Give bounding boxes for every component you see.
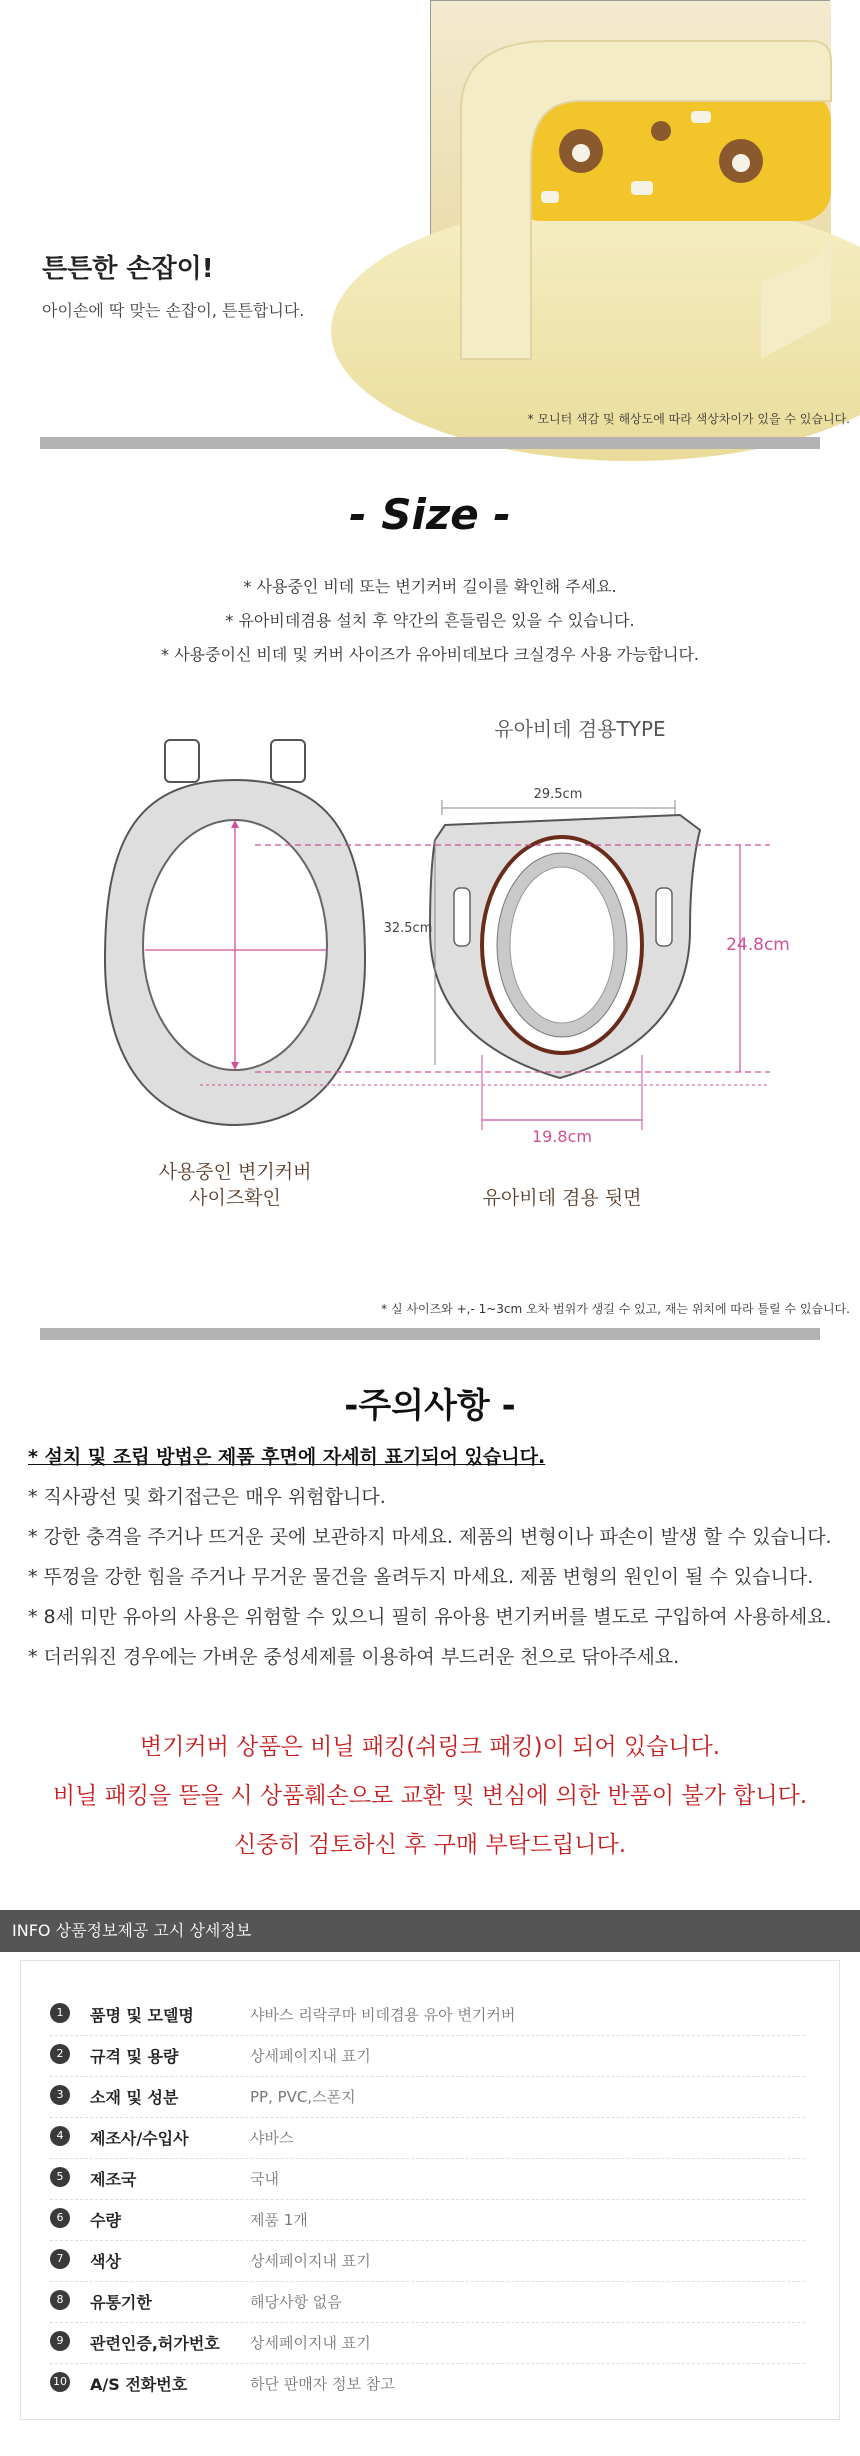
size-error-note: * 실 사이즈와 +,- 1~3cm 오차 범위가 생길 수 있고, 재는 위치에 따라 틀릴 수 있습니다. <box>381 1302 850 1316</box>
size-line: * 유아비데겸용 설치 후 약간의 흔들림은 있을 수 있습니다. <box>225 611 635 630</box>
caution-item: * 직사광선 및 화기접근은 매우 위험합니다. <box>28 1486 386 1508</box>
caution-item: * 설치 및 조립 방법은 제품 후면에 자세히 표기되어 있습니다. <box>28 1446 546 1468</box>
info-value: 상세페이지내 표기 <box>250 2047 371 2065</box>
product-photo-handle <box>430 0 830 358</box>
type-label: 유아비데 겸용TYPE <box>494 717 666 741</box>
info-label: 제조국 <box>90 2170 137 2189</box>
packing-notice: 신중히 검토하신 후 구매 부탁드립니다. <box>233 1832 627 1858</box>
color-note: * 모니터 색감 및 해상도에 따라 색상차이가 있을 수 있습니다. <box>527 412 850 426</box>
info-label: 제조사/수입사 <box>90 2129 189 2148</box>
row-number-badge: 9 <box>50 2331 70 2351</box>
info-row <box>50 2323 805 2364</box>
size-title: - Size - <box>349 490 511 539</box>
inner-width-label: 19.8cm <box>531 1127 593 1146</box>
info-value: PP, PVC,스폰지 <box>250 2088 356 2106</box>
info-label: 소재 및 성분 <box>90 2088 179 2107</box>
info-row <box>50 2118 805 2159</box>
row-number-badge: 10 <box>50 2372 70 2392</box>
row-number-badge: 3 <box>50 2085 70 2105</box>
info-row <box>50 2282 805 2323</box>
info-label: 색상 <box>90 2252 121 2271</box>
info-label: 수량 <box>90 2211 121 2230</box>
info-row <box>50 2077 805 2118</box>
info-row <box>50 2159 805 2200</box>
info-value: 상세페이지내 표기 <box>250 2334 371 2352</box>
packing-notice: 변기커버 상품은 비닐 패킹(쉬링크 패킹)이 되어 있습니다. <box>139 1734 721 1760</box>
info-label: 관련인증,허가번호 <box>90 2334 220 2353</box>
height-left-label: 32.5cm <box>383 921 433 936</box>
info-header: INFO 상품정보제공 고시 상세정보 <box>0 1910 860 1952</box>
info-label: 품명 및 모델명 <box>90 2006 194 2025</box>
caution-item: * 뚜껑을 강한 힘을 주거나 무거운 물건을 올려두지 마세요. 제품 변형의 원인이 될 수 있습니다. <box>28 1566 814 1588</box>
height-right-label: 24.8cm <box>726 935 790 955</box>
info-value: 해당사항 없음 <box>250 2293 342 2311</box>
size-line: * 사용중이신 비데 및 커버 사이즈가 유아비데보다 크실경우 사용 가능합니다. <box>161 645 699 664</box>
left-caption-2: 사이즈확인 <box>189 1187 281 1209</box>
divider-bar <box>40 1328 820 1340</box>
info-row <box>50 2036 805 2077</box>
caution-item: * 더러워진 경우에는 가벼운 중성세제를 이용하여 부드러운 천으로 닦아주세요. <box>28 1646 680 1668</box>
info-label: 유통기한 <box>90 2293 152 2312</box>
row-number-badge: 1 <box>50 2003 70 2023</box>
info-value: 국내 <box>250 2170 279 2188</box>
info-row <box>50 1995 805 2036</box>
info-row <box>50 2241 805 2282</box>
info-value: 샤바스 리락쿠마 비데겸용 유아 변기커버 <box>250 2006 516 2024</box>
toilet-cover-outline <box>105 740 365 1125</box>
info-row <box>50 2200 805 2241</box>
handle-title: 튼튼한 손잡이! <box>42 254 214 284</box>
row-number-badge: 4 <box>50 2126 70 2146</box>
bidet-seat-outline <box>430 815 700 1078</box>
info-label: A/S 전화번호 <box>90 2375 188 2394</box>
row-number-badge: 5 <box>50 2167 70 2187</box>
row-number-badge: 6 <box>50 2208 70 2228</box>
info-value: 하단 판매자 정보 참고 <box>250 2375 395 2393</box>
caution-item: * 강한 충격을 주거나 뜨거운 곳에 보관하지 마세요. 제품의 변형이나 파손이 발생 할 수 있습니다. <box>28 1526 832 1548</box>
info-value: 제품 1개 <box>250 2211 308 2229</box>
divider-bar <box>40 437 820 449</box>
info-label: 규격 및 용량 <box>90 2047 179 2066</box>
width-top-label: 29.5cm <box>533 787 583 802</box>
caution-item: * 8세 미만 유아의 사용은 위험할 수 있으니 필히 유아용 변기커버를 별도로 구입하여 사용하세요. <box>28 1606 832 1628</box>
row-number-badge: 7 <box>50 2249 70 2269</box>
size-line: * 사용중인 비데 또는 변기커버 길이를 확인해 주세요. <box>243 577 617 596</box>
left-caption-1: 사용중인 변기커버 <box>158 1161 312 1183</box>
caution-title: -주의사항 - <box>344 1386 516 1426</box>
handle-description: 아이손에 딱 맞는 손잡이, 튼튼합니다. <box>42 301 305 320</box>
right-caption: 유아비데 겸용 뒷면 <box>482 1187 642 1209</box>
row-number-badge: 8 <box>50 2290 70 2310</box>
row-number-badge: 2 <box>50 2044 70 2064</box>
info-value: 샤바스 <box>250 2129 294 2147</box>
info-value: 상세페이지내 표기 <box>250 2252 371 2270</box>
packing-notice: 비닐 패킹을 뜯을 시 상품훼손으로 교환 및 변심에 의한 반품이 불가 합니다. <box>52 1783 808 1809</box>
info-row <box>50 2364 805 2405</box>
size-diagram <box>90 710 790 1230</box>
